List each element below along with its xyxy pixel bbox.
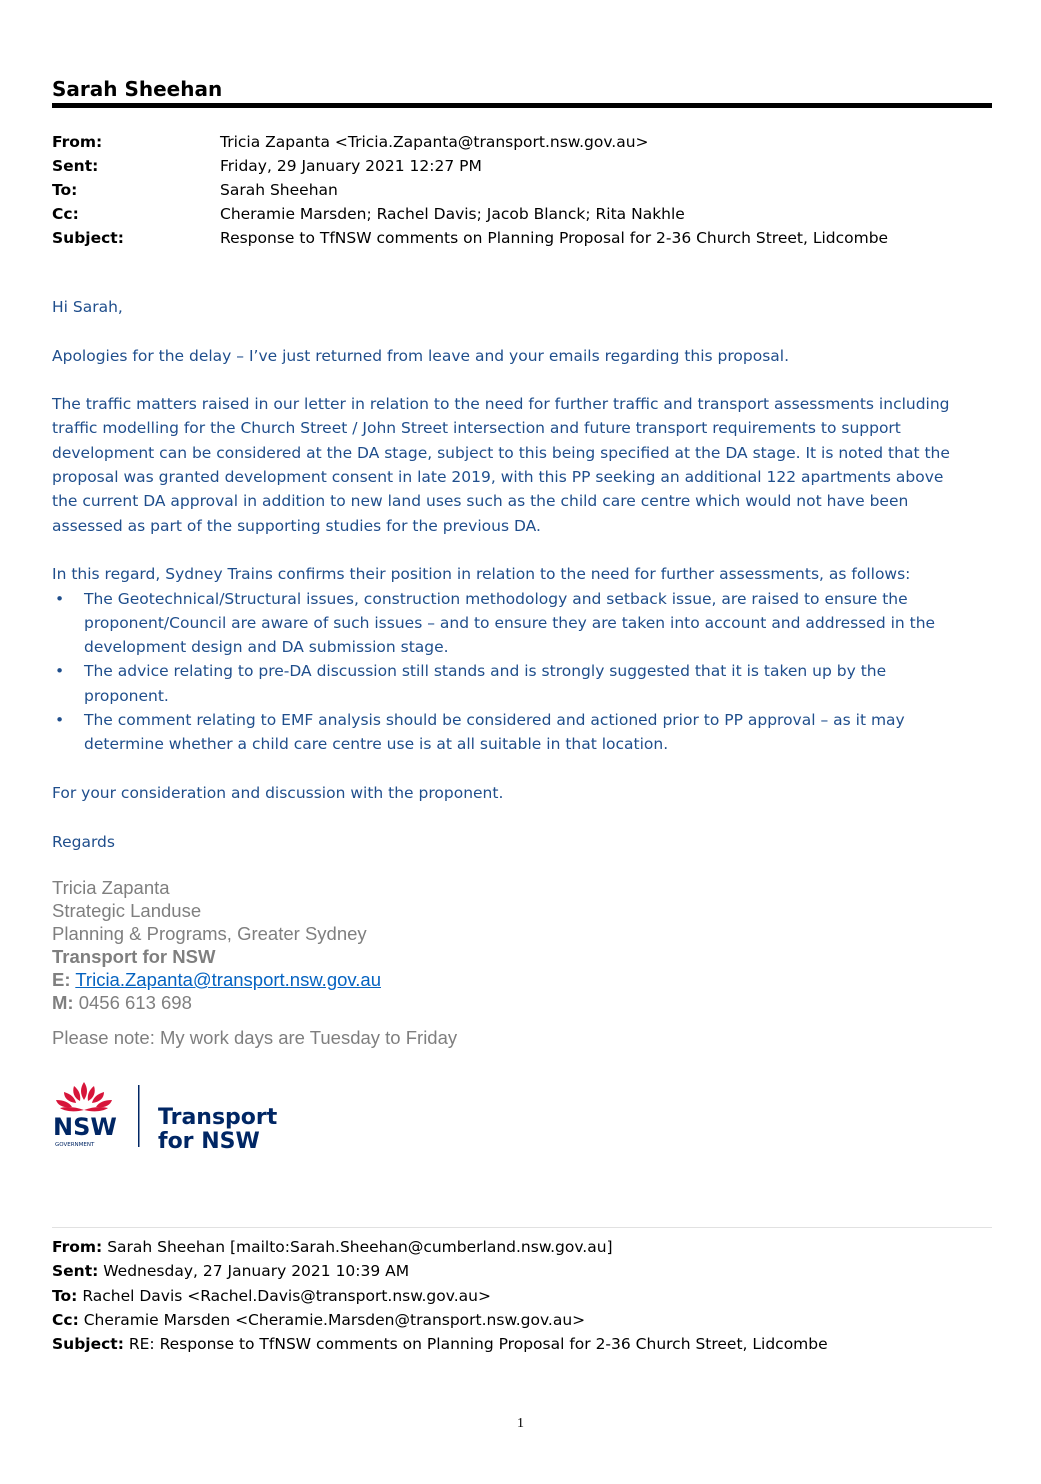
- logo-for-nsw-text: for NSW: [158, 1129, 260, 1154]
- header-rule: [52, 103, 992, 108]
- signature-name: Tricia Zapanta: [52, 877, 170, 898]
- subject-value: Response to TfNSW comments on Planning Proposal for 2-36 Church Street, Lidcombe: [220, 229, 889, 247]
- prev-to-label: To:: [52, 1286, 78, 1305]
- cc-row: [52, 202, 888, 226]
- prev-to-row: [52, 1284, 828, 1308]
- signature-email-row: [52, 968, 457, 991]
- prev-cc-row: [52, 1308, 828, 1332]
- signature-block: [52, 876, 457, 1049]
- prev-from-value: Sarah Sheehan [mailto:Sarah.Sheehan@cumberland.nsw.gov.au]: [107, 1238, 613, 1256]
- logo-transport-text: Transport: [158, 1105, 278, 1130]
- prev-subject-label: Subject:: [52, 1335, 124, 1354]
- prev-subject-row: [52, 1332, 828, 1356]
- list-item-line: determine whether a child care centre use is at all suitable in that location.: [84, 735, 669, 754]
- prev-to-value: Rachel Davis <Rachel.Davis@transport.nsw.gov.au>: [82, 1286, 491, 1305]
- waratah-icon: [56, 1082, 112, 1111]
- signature-division: Planning & Programs, Greater Sydney: [52, 923, 367, 944]
- closing-line: For your consideration and discussion with the proponent.: [52, 783, 504, 802]
- signature-org: Transport for NSW: [52, 946, 216, 967]
- previous-message-header: [52, 1235, 828, 1356]
- email-link[interactable]: Tricia.Zapanta@transport.nsw.gov.au: [75, 969, 381, 990]
- signature-title: Strategic Landuse: [52, 900, 202, 921]
- mobile-value: 0456 613 698: [78, 992, 192, 1013]
- prev-sent-value: Wednesday, 27 January 2021 10:39 AM: [103, 1262, 410, 1281]
- apology-paragraph: Apologies for the delay – I’ve just returned from leave and your emails regarding this proposal.: [52, 346, 790, 365]
- subject-label: Subject:: [52, 229, 124, 247]
- list-item: [52, 708, 992, 757]
- page-number: 1: [517, 1416, 524, 1431]
- message-separator: [52, 1227, 992, 1228]
- from-row: [52, 130, 888, 154]
- prev-from-row: [52, 1235, 828, 1259]
- from-value: Tricia Zapanta <Tricia.Zapanta@transport.nsw.gov.au>: [220, 133, 649, 151]
- sent-value: Friday, 29 January 2021 12:27 PM: [220, 157, 482, 175]
- bullet-icon: •: [55, 662, 65, 681]
- work-days-note: Please note: My work days are Tuesday to Friday: [52, 1027, 458, 1048]
- prev-sent-row: [52, 1259, 828, 1283]
- paragraph-line: traffic modelling for the Church Street / John Street intersection and future transport requirements to support: [52, 419, 901, 438]
- list-item-line: proponent.: [84, 686, 169, 705]
- list-item-line: The advice relating to pre-DA discussion still stands and is strongly suggested that it is taken up by the: [84, 662, 887, 681]
- email-label: E:: [52, 969, 71, 990]
- to-value: Sarah Sheehan: [220, 181, 338, 199]
- cc-value: Cheramie Marsden; Rachel Davis; Jacob Blanck; Rita Nakhle: [220, 205, 685, 223]
- prev-cc-value: Cheramie Marsden <Cheramie.Marsden@transport.nsw.gov.au>: [83, 1310, 586, 1329]
- sent-label: Sent:: [52, 157, 99, 175]
- sent-row: [52, 154, 888, 178]
- cc-label: Cc:: [52, 205, 79, 223]
- traffic-paragraph: [52, 392, 992, 538]
- government-wordmark: GOVERNMENT: [55, 1142, 95, 1148]
- regards: Regards: [52, 832, 115, 851]
- prev-cc-label: Cc:: [52, 1310, 79, 1329]
- logo-divider: [138, 1085, 140, 1147]
- bullet-icon: •: [55, 589, 65, 608]
- paragraph-line: proposal was granted development consent in late 2019, with this PP seeking an additional 122 apartments above: [52, 468, 944, 487]
- list-item-line: The comment relating to EMF analysis should be considered and actioned prior to PP approval – as it may: [84, 711, 905, 730]
- list-item-line: proponent/Council are aware of such issues – and to ensure they are taken into account and addressed in the: [84, 613, 936, 632]
- paragraph-line: The traffic matters raised in our letter in relation to the need for further traffic and transport assessments including: [52, 395, 950, 414]
- nsw-wordmark: NSW: [53, 1113, 117, 1141]
- bullet-icon: •: [55, 711, 65, 730]
- to-row: [52, 178, 888, 202]
- mobile-label: M:: [52, 992, 74, 1013]
- list-item: [52, 587, 992, 660]
- paragraph-line: development can be considered at the DA stage, subject to this being specified at the DA stage. It is noted that the: [52, 443, 950, 462]
- list-item-line: development design and DA submission stage.: [84, 638, 449, 657]
- greeting: Hi Sarah,: [52, 298, 123, 316]
- from-label: From:: [52, 133, 103, 151]
- list-item-line: The Geotechnical/Structural issues, construction methodology and setback issue, are raised to ensure the: [84, 589, 908, 608]
- position-paragraph: In this regard, Sydney Trains confirms their position in relation to the need for further assessments, as follows:: [52, 565, 911, 584]
- prev-from-label: From:: [52, 1238, 103, 1256]
- email-body: [52, 295, 992, 854]
- to-label: To:: [52, 181, 78, 199]
- prev-sent-label: Sent:: [52, 1262, 99, 1281]
- email-header: [52, 130, 888, 250]
- paragraph-line: the current DA approval in addition to new land uses such as the child care centre which would not have been: [52, 492, 909, 511]
- paragraph-line: assessed as part of the supporting studies for the previous DA.: [52, 516, 541, 535]
- mailbox-owner: Sarah Sheehan: [52, 77, 223, 101]
- prev-subject-value: RE: Response to TfNSW comments on Planning Proposal for 2-36 Church Street, Lidcombe: [128, 1335, 828, 1354]
- subject-row: [52, 226, 888, 250]
- assessment-list: [52, 587, 992, 757]
- transport-for-nsw-logo: [50, 1080, 290, 1160]
- signature-mobile-row: [52, 991, 457, 1014]
- list-item: [52, 659, 992, 708]
